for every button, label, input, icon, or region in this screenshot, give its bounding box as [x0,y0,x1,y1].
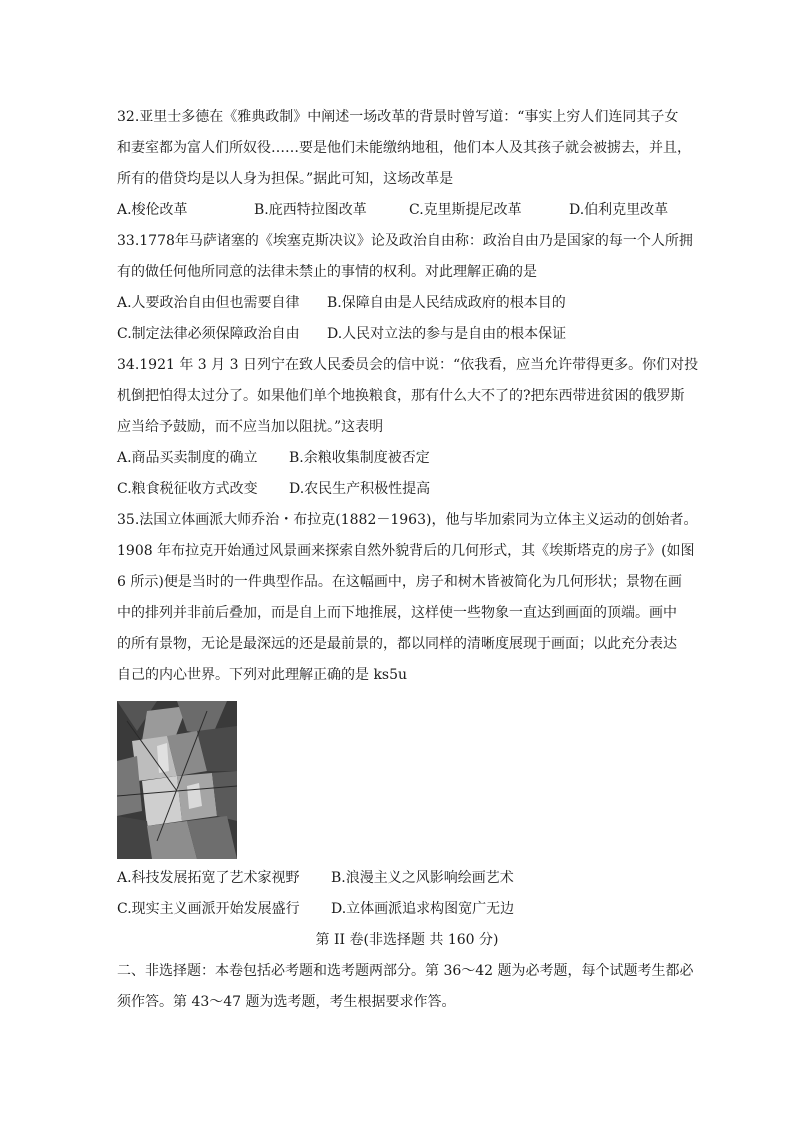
question-32-line: 所有的借贷均是以人身为担保。”据此可知，这场改革是 [117,171,454,187]
question-35-line: 6 所示)便是当时的一件典型作品。在这幅画中，房子和树木皆被简化为几何形状；景物在画 [117,574,682,590]
question-32-options [117,195,697,226]
option-c[interactable]: C.克里斯提尼改革 [409,202,522,218]
question-33-line: 33.1778年马萨诸塞的《埃塞克斯决议》论及政治自由称：政治自由乃是国家的每一个人所拥 [117,233,693,249]
question-33 [117,226,697,350]
part-2-instructions-line: 二、非选择题：本卷包括必考题和选考题两部分。第 36～42 题为必考题，每个试题考生都必 [117,963,694,979]
question-35 [117,505,697,925]
option-b[interactable]: B.保障自由是人民结成政府的根本目的 [327,295,566,311]
option-c[interactable]: C.粮食税征收方式改变 [117,481,258,497]
option-d[interactable]: D.农民生产积极性提高 [289,481,431,497]
question-33-options-row [117,319,697,350]
part-2-title: 第 II 卷(非选择题 共 160 分) [315,932,499,948]
question-34-line: 机倒把怕得太过分了。如果他们单个地换粮食，那有什么大不了的?把东西带进贫困的俄罗斯 [117,388,685,404]
part-2-instructions-line: 须作答。第 43～47 题为选考题，考生根据要求作答。 [117,994,456,1010]
option-b[interactable]: B.庇西特拉图改革 [254,202,367,218]
question-35-line: 中的排列并非前后叠加，而是自上而下地推展，这样使一些物象一直达到画面的顶端。画中 [117,605,677,621]
question-34-options-row [117,474,697,505]
question-35-line: 的所有景物，无论是最深远的还是最前景的，都以同样的清晰度展现于画面；以此充分表达 [117,636,677,652]
option-a[interactable]: A.科技发展拓宽了艺术家视野 [117,870,300,886]
option-a[interactable]: A.商品买卖制度的确立 [117,450,258,466]
question-35-options-row [117,863,697,894]
option-b[interactable]: B.余粮收集制度被否定 [289,450,430,466]
exam-content [117,102,697,1018]
part-2 [117,925,697,1018]
question-32 [117,102,697,226]
cubist-houses-painting [117,701,237,859]
painting-figure-image [117,701,237,859]
option-c[interactable]: C.现实主义画派开始发展盛行 [117,901,300,917]
question-33-line: 有的做任何他所同意的法律未禁止的事情的权利。对此理解正确的是 [117,264,537,280]
option-b[interactable]: B.浪漫主义之风影响绘画艺术 [331,870,514,886]
question-32-line: 32.亚里士多德在《雅典政制》中阐述一场改革的背景时曾写道：“事实上穷人们连同其子女 [117,109,679,125]
question-33-options-row [117,288,697,319]
question-35-options-row [117,894,697,925]
option-a[interactable]: A.梭伦改革 [117,202,188,218]
option-a[interactable]: A.人要政治自由但也需要自律 [117,295,300,311]
option-d[interactable]: D.伯利克里改革 [569,202,669,218]
question-35-line: 1908 年布拉克开始通过风景画来探索自然外貌背后的几何形式，其《埃斯塔克的房子》(如图 [117,543,695,559]
question-34-line: 应当给予鼓励，而不应当加以阻扰。”这表明 [117,419,384,435]
question-34 [117,350,697,505]
question-35-line: 35.法国立体画派大师乔治・布拉克(1882－1963)，他与毕加索同为立体主义运动的创始者。 [117,512,698,528]
question-34-options-row [117,443,697,474]
option-d[interactable]: D.人民对立法的参与是自由的根本保证 [327,326,567,342]
option-d[interactable]: D.立体画派追求构图宽广无边 [331,901,515,917]
question-34-line: 34.1921 年 3 月 3 日列宁在致人民委员会的信中说：“依我看，应当允许带得更多。你们对投 [117,357,699,373]
question-35-line: 自己的内心世界。下列对此理解正确的是 ks5u [117,667,408,683]
question-32-line: 和妻室都为富人们所奴役……要是他们未能缴纳地租，他们本人及其孩子就会被掳去，并且， [117,140,691,156]
option-c[interactable]: C.制定法律必须保障政治自由 [117,326,300,342]
